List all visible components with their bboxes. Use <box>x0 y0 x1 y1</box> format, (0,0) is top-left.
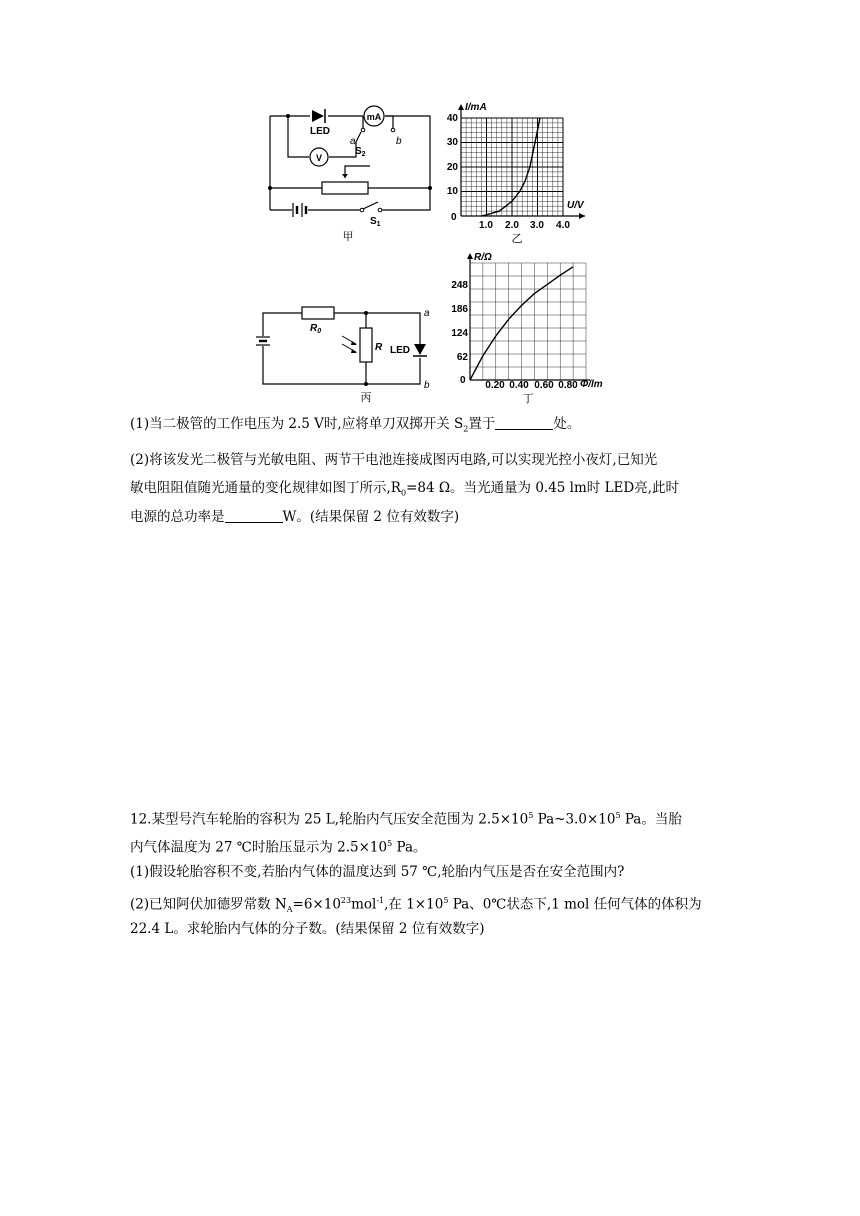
x-tick-label: 0.80 <box>558 380 578 391</box>
x-tick-label: 3.0 <box>530 220 544 231</box>
y-tick-label: 124 <box>451 328 468 339</box>
figure-yi-caption: 乙 <box>511 233 523 245</box>
figure-jia-caption: 甲 <box>342 231 354 243</box>
figure-bing-circuit <box>250 300 440 405</box>
figure-jia-circuit <box>260 100 440 245</box>
q12-line4: (2)已知阿伏加德罗常数 $N_A=6\times 10^{23}mol^{-1}$,在 $1\times 10^5$ Pa、0℃状态下,1 mol 任何气体的体积为 <box>130 896 702 915</box>
q12-line2: 内气体温度为 27 ℃时胎压显示为 $2.5\times 10^5$ Pa。 <box>130 839 427 856</box>
switch-s1-symbol <box>360 202 382 212</box>
y-tick-label: 186 <box>451 304 468 315</box>
y-axis-label: I/mA <box>465 102 487 113</box>
v-label: V <box>315 153 323 163</box>
x-tick-label: 4.0 <box>556 220 570 231</box>
q11-part1: (1)当二极管的工作电压为 2.5 V时,应将单刀双掷开关 $S_2$置于 处。 <box>130 416 581 434</box>
figure-bing-caption: 丙 <box>360 392 372 404</box>
point-a-label: a <box>424 308 430 319</box>
battery-symbol <box>293 203 306 217</box>
led-diode-symbol <box>312 109 325 123</box>
origin-label: 0 <box>451 212 457 223</box>
ma-label: mA <box>366 112 382 122</box>
q12-line1: 12.某型号汽车轮胎的容积为 25 L,轮胎内气压安全范围为 $2.5\times 10^5$ $Pa\sim 3.0\times 10^5$ Pa。当胎 <box>130 811 682 828</box>
q12-line5: 22.4 L。求轮胎内气体的分子数。(结果保留 2 位有效数字) <box>130 921 485 937</box>
rheostat-symbol <box>322 182 368 194</box>
contact-b-label: b <box>396 136 402 147</box>
y-tick-label: 30 <box>446 137 458 148</box>
x-tick-label: 0.40 <box>509 380 529 391</box>
y-tick-label: 10 <box>446 186 458 197</box>
figure-yi-iu-chart <box>445 100 595 245</box>
s1-label: $S_1$ <box>370 216 381 228</box>
figure-ding-caption: 丁 <box>522 393 534 405</box>
y-axis-label: R/Ω <box>474 252 492 263</box>
y-tick-label: 62 <box>456 352 468 363</box>
answer-blank[interactable] <box>495 415 553 430</box>
x-tick-label: 2.0 <box>505 220 519 231</box>
x-axis-label: U/V <box>567 200 584 211</box>
r0-label: $R_0$ <box>310 323 322 335</box>
s2-label: $S_2$ <box>355 146 366 158</box>
y-tick-label: 248 <box>451 280 468 291</box>
x-axis-label: Φ/lm <box>580 379 603 390</box>
battery-symbol <box>256 337 270 345</box>
origin-label: 0 <box>460 375 466 386</box>
q12-line3: (1)假设轮胎容积不变,若胎内气体的温度达到 57 ℃,轮胎内气压是否在安全范围内? <box>130 864 625 880</box>
x-tick-label: 0.60 <box>534 380 554 391</box>
q11-part2-line2: 敏电阻阻值随光通量的变化规律如图丁所示$,R_0=84$ Ω。当光通量为 0.45 lm时 LED亮,此时 <box>130 480 680 498</box>
x-tick-label: 1.0 <box>479 220 493 231</box>
answer-blank[interactable] <box>225 508 283 523</box>
figure-ding-r-flux-chart <box>450 250 603 405</box>
led-diode-symbol <box>413 344 427 356</box>
resistor-r0-symbol <box>302 307 334 319</box>
q11-part2-line3: 电源的总功率是 W。(结果保留 2 位有效数字) <box>130 509 460 525</box>
x-tick-label: 0.20 <box>485 380 505 391</box>
led-label: LED <box>390 345 410 356</box>
r-label: R <box>375 342 383 353</box>
y-tick-label: 20 <box>446 162 458 173</box>
led-label: LED <box>310 126 330 137</box>
q11-part2-line1: (2)将该发光二极管与光敏电阻、两节干电池连接成图丙电路,可以实现光控小夜灯,已知光 <box>130 452 658 468</box>
contact-a-label: a <box>350 136 356 147</box>
y-tick-label: 40 <box>446 113 458 124</box>
point-b-label: b <box>424 380 430 391</box>
photoresistor-symbol <box>360 328 372 362</box>
